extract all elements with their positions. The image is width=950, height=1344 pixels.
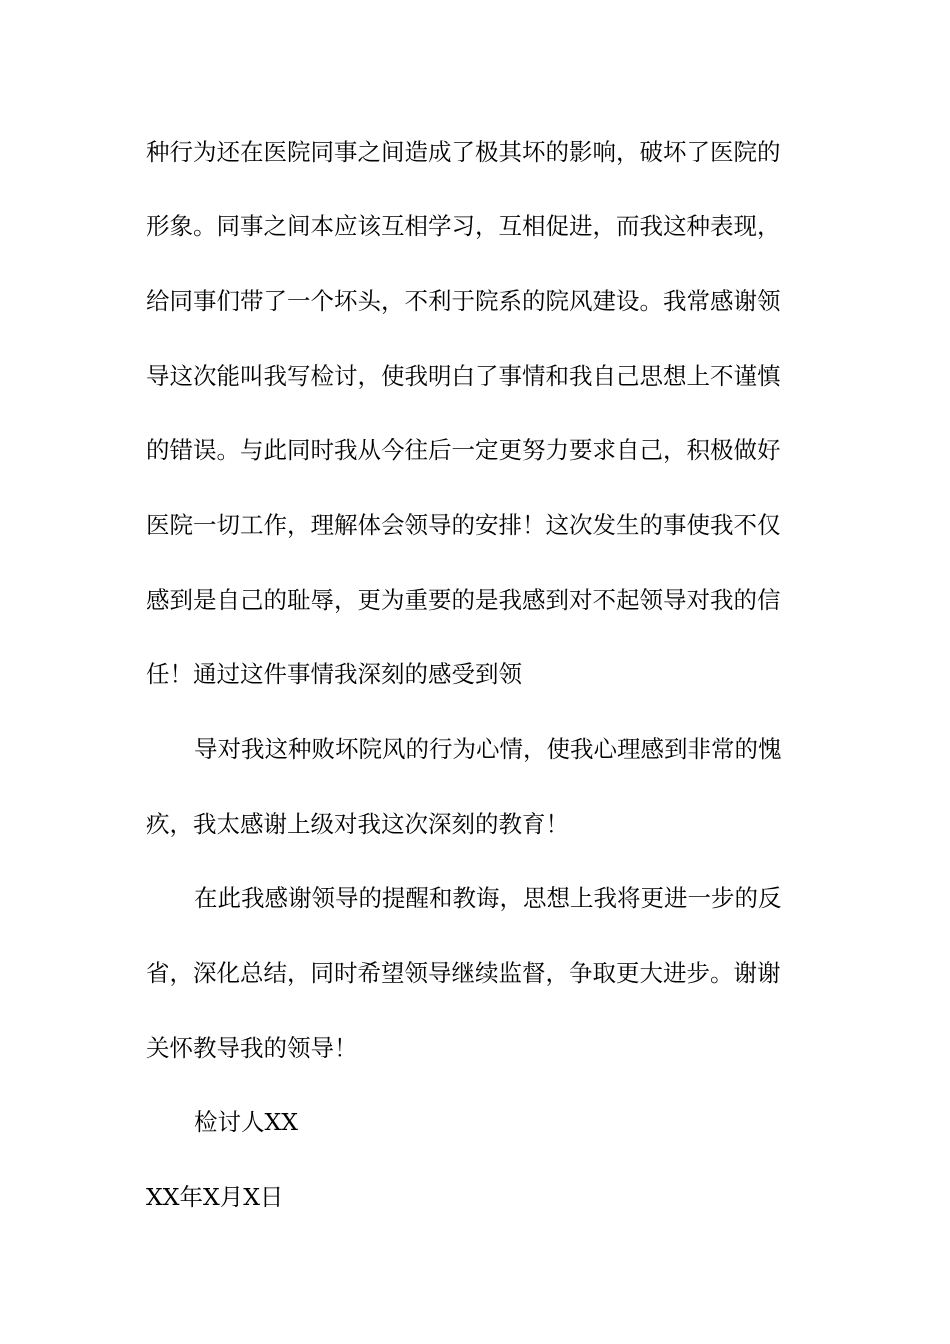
body-line: 导这次能叫我写检讨，使我明白了事情和我自己思想上不谨慎: [146, 362, 781, 390]
body-line: 医院一切工作，理解体会领导的安排！这次发生的事使我不仅: [146, 511, 781, 539]
body-line: 的错误。与此同时我从今往后一定更努力要求自己，积极做好: [146, 436, 781, 464]
paragraph-start-line: 导对我这种败坏院风的行为心情，使我心理感到非常的愧: [194, 735, 782, 763]
body-line: 种行为还在医院同事之间造成了极其坏的影响，破坏了医院的: [146, 138, 781, 166]
date: XX年X月X日: [146, 1183, 284, 1211]
body-line: 任！通过这件事情我深刻的感受到领: [146, 660, 522, 688]
body-line: 省，深化总结，同时希望领导继续监督，争取更大进步。谢谢: [146, 959, 781, 987]
body-line: 形象。同事之间本应该互相学习，互相促进，而我这种表现，: [146, 212, 781, 240]
signature: 检讨人XX: [194, 1108, 298, 1136]
body-line: 关怀教导我的领导！: [146, 1034, 358, 1062]
body-line: 给同事们带了一个坏头，不利于院系的院风建设。我常感谢领: [146, 287, 781, 315]
body-line: 感到是自己的耻辱，更为重要的是我感到对不起领导对我的信: [146, 586, 781, 614]
body-line: 疚，我太感谢上级对我这次深刻的教育！: [146, 810, 569, 838]
paragraph-start-line: 在此我感谢领导的提醒和教诲，思想上我将更进一步的反: [194, 884, 782, 912]
